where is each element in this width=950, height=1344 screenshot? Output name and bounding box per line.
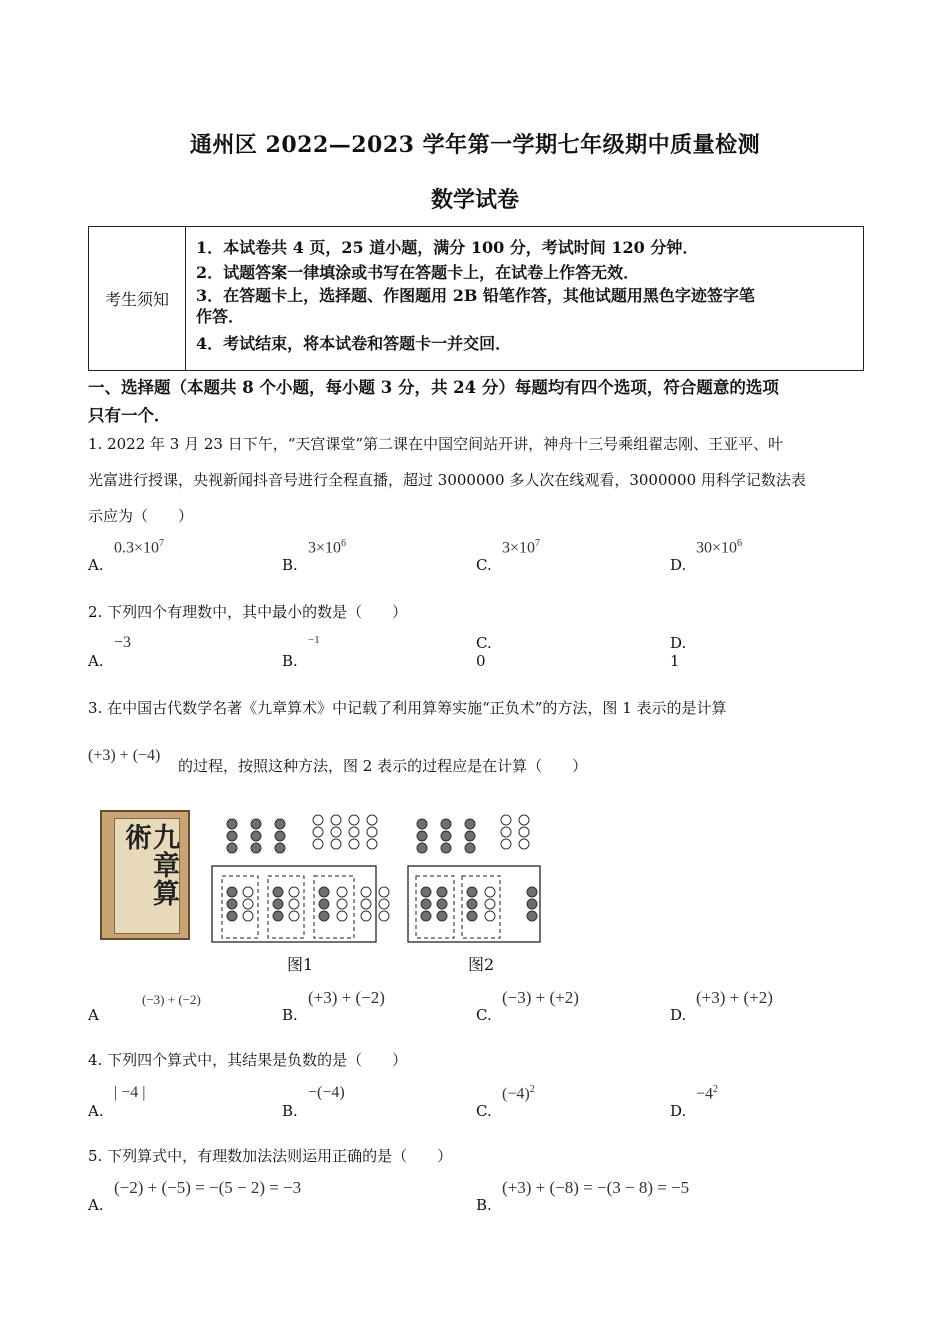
option-letter: A xyxy=(88,1006,99,1024)
math-exponent: 6 xyxy=(737,538,743,549)
option-letter: B. xyxy=(282,1102,298,1120)
notice-item: 作答． xyxy=(196,307,245,326)
notice-items xyxy=(186,227,863,370)
question-1-line: 光富进行授课，央视新闻抖音号进行全程直播，超过 3000000 多人次在线观看，3000000 用科学记数法表 xyxy=(88,471,806,489)
question-2-line: 2. 下列四个有理数中，其中最小的数是（ ） xyxy=(88,603,408,621)
option-letter: B. xyxy=(476,1196,492,1214)
notice-item: 1．本试卷共 4 页，25 道小题，满分 100 分，考试时间 120 分钟． xyxy=(196,238,699,257)
option-math xyxy=(696,538,742,557)
notice-item: 3．在答题卡上，选择题、作图题用 2B 铅笔作答，其他试题用黑色字迹签字笔 xyxy=(196,286,755,305)
option-letter: D. xyxy=(670,1006,687,1024)
question-5 xyxy=(88,1138,868,1174)
option-math: −1 xyxy=(308,634,320,646)
figure-2-box-dots xyxy=(421,887,537,921)
book-title: 九章算術 xyxy=(120,823,179,907)
exam-subtitle: 数学试卷 xyxy=(430,187,519,213)
notice-label: 考生须知 xyxy=(89,227,186,370)
math-base: (−4) xyxy=(502,1085,530,1103)
notice-box xyxy=(88,226,864,371)
question-3-line: 的过程，按照这种方法，图 2 表示的过程应是在计算（ ） xyxy=(178,757,588,775)
question-3-options xyxy=(88,988,868,1028)
option-math: (−3) + (−2) xyxy=(142,992,201,1007)
counting-rod-figures xyxy=(200,808,560,948)
figure-1-top-dots xyxy=(227,815,377,853)
option-math: −(−4) xyxy=(308,1084,345,1101)
option-math xyxy=(696,1084,718,1103)
option-letter: A. xyxy=(88,652,104,670)
figure-2-top-dots xyxy=(417,815,529,853)
option-letter: B. xyxy=(282,1006,298,1024)
figure-1-caption: 图1 xyxy=(287,955,314,974)
option-letter: B. xyxy=(282,556,298,574)
question-2 xyxy=(88,594,868,630)
exam-title: 通州区 2022—2023 学年第一学期七年级期中质量检测 xyxy=(189,132,761,158)
question-3-line: 3. 在中国古代数学名著《九章算术》中记载了利用算筹实施“正负术”的方法，图 1 表示的是计算 xyxy=(88,699,727,717)
book-image xyxy=(100,810,190,940)
math-base: 3×10 xyxy=(502,539,536,557)
math-base: −4 xyxy=(696,1085,714,1103)
option-letter: C. xyxy=(476,556,492,574)
option-letter: D. xyxy=(670,1102,687,1120)
option-letter: A. xyxy=(88,1102,104,1120)
section-heading-line: 只有一个． xyxy=(88,406,171,425)
option-math: (−3) + (+2) xyxy=(502,988,579,1007)
option-letter: D. xyxy=(670,556,687,574)
question-5-line: 5. 下列算式中，有理数加法法则运用正确的是（ ） xyxy=(88,1147,453,1165)
option-letter: A. xyxy=(88,556,104,574)
option-math: (+3) + (+2) xyxy=(696,988,773,1007)
math-exponent: 2 xyxy=(713,1084,719,1095)
option-letter: C. xyxy=(476,1006,492,1024)
option-text: C. 0 xyxy=(476,634,492,670)
math-base: 0.3×10 xyxy=(114,539,160,557)
option-math: (+3) + (−2) xyxy=(308,988,385,1007)
option-math xyxy=(502,538,540,557)
figure-2-caption: 图2 xyxy=(468,955,495,974)
question-1-line: 1. 2022 年 3 月 23 日下午，“天宫课堂”第二课在中国空间站开讲，神舟十三号乘组翟志刚、王亚平、叶 xyxy=(88,435,784,453)
question-2-options xyxy=(88,634,868,674)
notice-item: 2．试题答案一律填涂或书写在答题卡上，在试卷上作答无效． xyxy=(196,263,640,282)
math-base: 30×10 xyxy=(696,539,738,557)
option-letter: C. xyxy=(476,1102,492,1120)
section-heading xyxy=(88,374,868,430)
question-4-options xyxy=(88,1084,868,1124)
question-1-line: 示应为（ ） xyxy=(88,507,194,525)
option-a[interactable] xyxy=(88,1178,468,1218)
option-letter: B. xyxy=(282,652,298,670)
question-4 xyxy=(88,1042,868,1078)
question-3 xyxy=(88,690,868,726)
option-b[interactable] xyxy=(476,1178,856,1218)
question-1 xyxy=(88,426,868,534)
option-math: −3 xyxy=(114,634,132,651)
question-3-expression: (+3) + (−4) xyxy=(88,747,161,764)
notice-item: 4．考试结束，将本试卷和答题卡一并交回． xyxy=(196,334,512,353)
option-math: (+3) + (−8) = −(3 − 8) = −5 xyxy=(502,1178,690,1197)
math-exponent: 6 xyxy=(341,538,347,549)
section-heading-line: 一、选择题（本题共 8 个小题，每小题 3 分，共 24 分）每题均有四个选项，符合题意的选项 xyxy=(88,378,779,397)
option-letter: A. xyxy=(88,1196,104,1214)
option-math xyxy=(308,538,346,557)
math-base: 3×10 xyxy=(308,539,342,557)
book-cover xyxy=(114,818,180,934)
option-math xyxy=(114,538,164,557)
option-text: D. 1 xyxy=(670,634,687,670)
question-4-line: 4. 下列四个算式中，其结果是负数的是（ ） xyxy=(88,1051,408,1069)
math-exponent: 7 xyxy=(535,538,541,549)
math-exponent: 2 xyxy=(529,1084,535,1095)
question-5-options xyxy=(88,1178,868,1218)
math-exponent: 7 xyxy=(159,538,165,549)
figure-1-box-dots xyxy=(227,887,389,921)
option-math: | −4 | xyxy=(114,1084,146,1101)
option-math: (−2) + (−5) = −(5 − 2) = −3 xyxy=(114,1178,302,1197)
question-1-options xyxy=(88,538,868,578)
option-math xyxy=(502,1084,535,1103)
